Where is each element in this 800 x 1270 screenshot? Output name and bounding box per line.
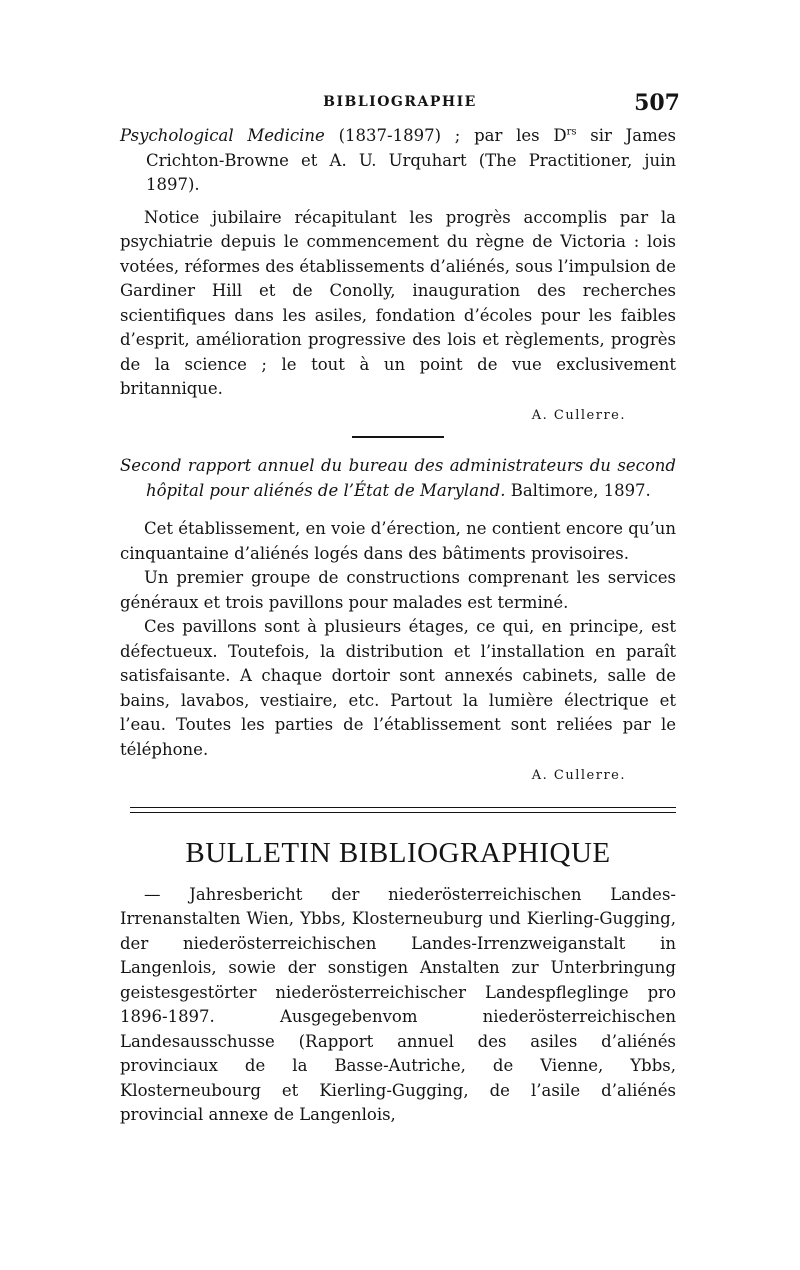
entry2-paragraph-1: Cet établissement, en voie d’érection, ne contient encore qu’un cinquantaine d’aliénés logés dans des bâtiments provisoires. [120, 519, 676, 563]
entry1-signature-text: A. Cullerre. [531, 407, 626, 423]
entry2-title: Second rapport annuel du bureau des administrateurs du second hôpital pour aliénés de l’État de Maryland. [120, 456, 676, 500]
separator-rule [352, 436, 444, 438]
running-title: BIBLIOGRAPHIE [323, 94, 477, 110]
section-title: BULLETIN BIBLIOGRAPHIQUE [185, 836, 611, 869]
entry1-text: Notice jubilaire récapitulant les progrès accomplis par la psychiatrie depuis le commencement du règne de Victoria : lois votées, réformes des établissements d’aliénés, sous l’impulsion de Gardiner Hill et de Conolly, inauguration des recherches scientifiques dans les asiles, fondation d’écoles pour les faibles d’esprit, amélioration progressive des lois et règlements, progrès de la science ; le tout à un point de vue exclusivement britannique. [120, 207, 676, 398]
running-header [120, 92, 680, 118]
entry2-paragraph-2: Un premier groupe de constructions comprenant les services généraux et trois pavillons pour malades est terminé. [120, 568, 676, 612]
entry2-ref-post: Baltimore, 1897. [505, 480, 651, 500]
entry1-ref-post: sir James Crichton-Browne et A. U. Urquhart (The Practitioner, juin 1897). [146, 126, 676, 194]
entry2-signature-text: A. Cullerre. [531, 768, 626, 783]
page-body [120, 124, 676, 1128]
entry1-title: Psychological Medicine [120, 126, 325, 145]
bulletin-entry: — Jahresbericht der niederösterreichischen Landes-Irrenanstalten Wien, Ybbs, Klosterneuburg und Kierling-Gugging, der niederösterreichischen Landes-Irrenzweiganstalt in Langenlois, sowie der sonstigen Anstalten zur Unterbringung geistesgestörter niederösterreichischer Landespfleglinge pro 1896-1897. Ausgegebenvom niederösterreichischen Landesausschusse (Rapport annuel des asiles d’aliénés provinciaux de la Basse-Autriche, de Vienne, Ybbs, Klosterneubourg et Kierling-Gugging, de l’asile d’aliénés provincial annexe de Langenlois, [120, 884, 676, 1124]
entry1-ref-pre: (1837-1897) ; par les D [324, 126, 567, 145]
entry1-ref-sup: rs [566, 126, 577, 138]
entry2-signature [120, 762, 676, 789]
entry2-reference [120, 454, 676, 503]
entry1-signature [120, 402, 676, 429]
entry2-paragraph-3: Ces pavillons sont à plusieurs étages, ce qui, en principe, est défectueux. Toutefois, la distribution et l’installation en paraît satisfaisante. A chaque dortoir sont annexés cabinets, salle de bains, lavabos, vestiaire, etc. Partout la lumière électrique et l’eau. Toutes les parties de l’établissement sont reliées par le téléphone. [120, 617, 676, 759]
section-double-rule [130, 807, 676, 813]
entry1-reference [120, 124, 676, 198]
page-number: 507 [634, 90, 680, 116]
